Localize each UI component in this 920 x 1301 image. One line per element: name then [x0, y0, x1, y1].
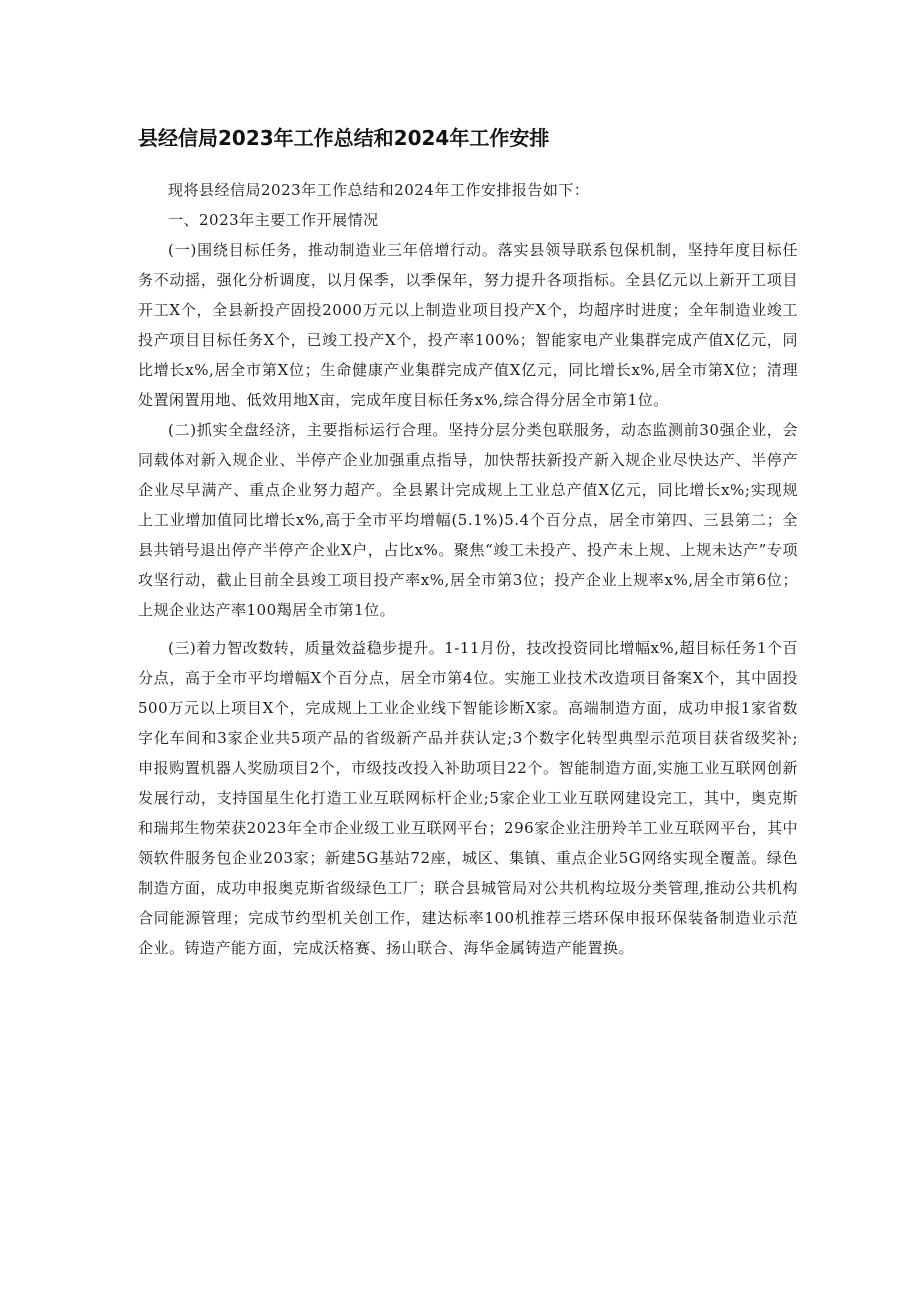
- section-heading: 一、2023年主要工作开展情况: [168, 211, 379, 229]
- document-title: 县经信局2023年工作总结和2024年工作安排: [138, 126, 550, 150]
- intro-paragraph: 现将县经信局2023年工作总结和2024年工作安排报告如下：: [168, 181, 590, 199]
- paragraph-3: (三)着力智改数转，质量效益稳步提升。1-11月份，技改投资同比增幅x%,超目标任务1个百分点，高于全市平均增幅X个百分点，居全市第4位。实施工业技术改造项目备案X个，其中固投500万元以上项目X个，完成规上工业企业线下智能诊断X家。高端制造方面，成功申报1家省数字化车间和3家企业共5项产品的省级新产品并获认定;3个数字化转型典型示范项目获省级奖补;申报购置机器人奖励项目2个，市级技改投入补助项目22个。智能制造方面,实施工业互联网创新发展行动，支持国星生化打造工业互联网标杆企业;5家企业工业互联网建设完工，其中，奥克斯和瑞邦生物荣获2023年全市企业级工业互联网平台；296家企业注册羚羊工业互联网平台，其中领软件服务包企业203家；新建5G基站72座，城区、集镇、重点企业5G网络实现全覆盖。绿色制造方面，成功申报奥克斯省级绿色工厂；联合县城管局对公共机构垃圾分类管理,推动公共机构合同能源管理；完成节约型机关创工作，建达标率100机推荐三塔环保申报环保装备制造业示范企业。铸造产能方面，完成沃格赛、扬山联合、海华金属铸造产能置换。: [138, 639, 798, 957]
- paragraph-2: (二)抓实全盘经济，主要指标运行合理。坚持分层分类包联服务，动态监测前30强企业，会同载体对新入规企业、半停产企业加强重点指导，加快帮扶新投产新入规企业尽快达产、半停产企业尽早满产、重点企业努力超产。全县累计完成规上工业总产值X亿元，同比增长x%;实现规上工业增加值同比增长x%,高于全市平均增幅(5.1%)5.4个百分点，居全市第四、三县第二；全县共销号退出停产半停产企业X户，占比x%。聚焦“竣工未投产、投产未上规、上规未达产”专项攻坚行动，截止目前全县竣工项目投产率x%,居全市第3位；投产企业上规率x%,居全市第6位；上规企业达产率100羯居全市第1位。: [138, 421, 798, 619]
- document-body: [138, 175, 798, 963]
- paragraph-1: (一)围绕目标任务，推动制造业三年倍增行动。落实县领导联系包保机制，坚持年度目标任务不动摇，强化分析调度，以月保季，以季保年，努力提升各项指标。全县亿元以上新开工项目开工X个，全县新投产固投2000万元以上制造业项目投产X个，均超序时进度；全年制造业竣工投产项目目标任务X个，已竣工投产X个，投产率100%；智能家电产业集群完成产值X亿元，同比增长x%,居全市第X位；生命健康产业集群完成产值X亿元，同比增长x%,居全市第X位；清理处置闲置用地、低效用地X亩，完成年度目标任务x%,综合得分居全市第1位。: [138, 241, 798, 409]
